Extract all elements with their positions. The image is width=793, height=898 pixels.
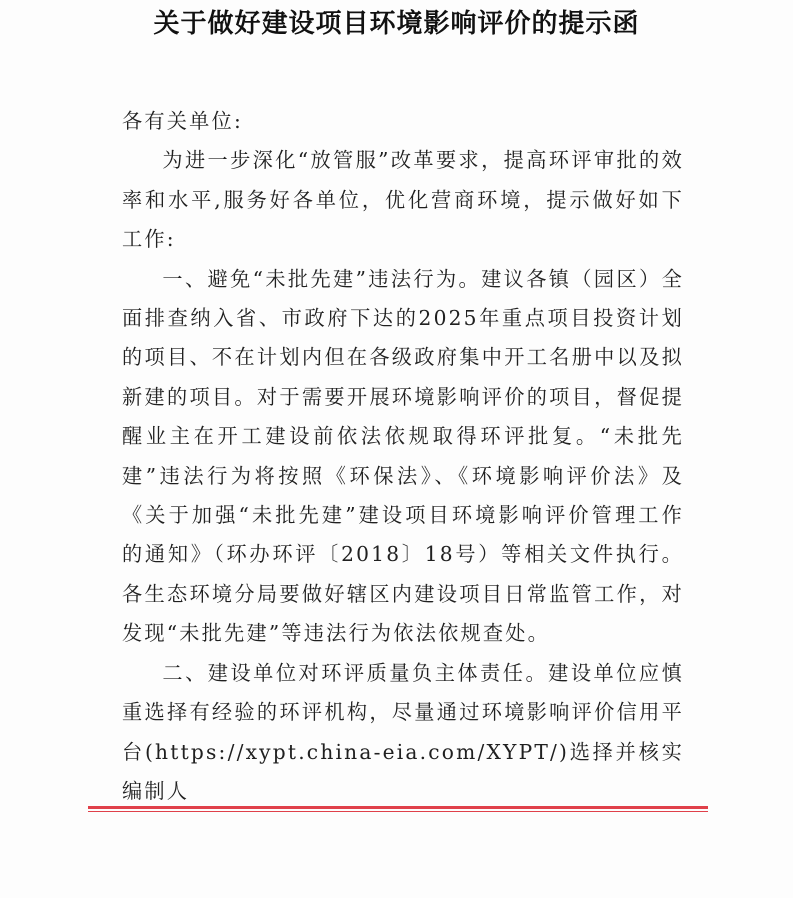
salutation: 各有关单位: bbox=[122, 109, 243, 133]
paragraph-item-two: 二、建设单位对环评质量负主体责任。建设单位应慎重选择有经验的环评机构，尽量通过环境影响评价信用平台(https://xypt.china-eia.com/XYPT/)选择并核实编制人 bbox=[122, 660, 684, 803]
paragraph-intro: 为进一步深化“放管服”改革要求，提高环评审批的效率和水平,服务好各单位，优化营商环境，提示做好如下工作: bbox=[122, 148, 684, 252]
document-title: 关于做好建设项目环境影响评价的提示函 bbox=[153, 9, 640, 39]
paragraph-item-one: 一、避免“未批先建”违法行为。建议各镇（园区）全面排查纳入省、市政府下达的2025年重点项目投资计划的项目、不在计划内但在各级政府集中开工名册中以及拟新建的项目。对于需要开展环境影响评价的项目，督促提醒业主在开工建设前依法依规取得环评批复。“未批先建”违法行为将按照《环保法》、《环境影响评价法》及《关于加强“未批先建”建设项目环境影响评价管理工作的通知》（环办环评〔2018〕18号）等相关文件执行。各生态环境分局要做好辖区内建设项目日常监管工作，对发现“未批先建”等违法行为依法依规查处。 bbox=[122, 266, 684, 646]
red-divider-thick bbox=[88, 806, 708, 809]
red-divider-thin bbox=[88, 811, 708, 812]
document-body bbox=[122, 102, 684, 811]
